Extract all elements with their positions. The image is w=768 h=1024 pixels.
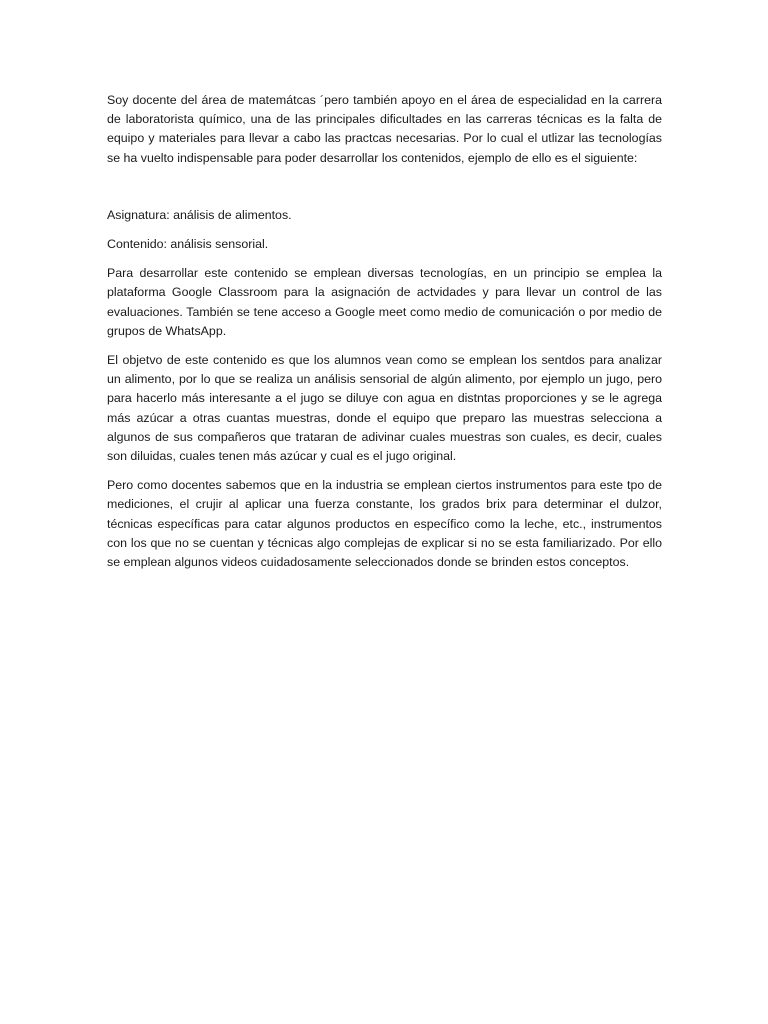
instruments-paragraph: Pero como docentes sabemos que en la industria se emplean ciertos instrumentos para este tpo de mediciones, el crujir al aplicar una fuerza constante, los grados brix para determinar el dulzor, técnicas específicas para catar algunos productos en específico como la leche, etc., instrumentos con los que no se cuentan y técnicas algo complejas de explicar si no se esta familiarizado. Por ello se emplean algunos videos cuidadosamente seleccionados donde se brinden estos conceptos.: [107, 478, 662, 570]
objective-paragraph: El objetvo de este contenido es que los alumnos vean como se emplean los sentdos para analizar un alimento, por lo que se realiza un análisis sensorial de algún alimento, por ejemplo un jugo, pero para hacerlo más interesante a el jugo se diluye con agua en distntas proporciones y se le agrega más azúcar a otras cuantas muestras, donde el equipo que preparo las muestras selecciona a algunos de sus compañeros que trataran de adivinar cuales muestras son cuales, es decir, cuales son diluidas, cuales tenen más azúcar y cual es el jugo original.: [107, 353, 662, 464]
subject-line: Asignatura: análisis de alimentos.: [107, 207, 292, 222]
intro-paragraph: Soy docente del área de matemátcas ´pero también apoyo en el área de especialidad en la carrera de laboratorista químico, una de las principales dificultades en las carreras técnicas es la falta de equipo y materiales para llevar a cabo las practcas necesarias. Por lo cual el utlizar las tecnologías se ha vuelto indispensable para poder desarrollar los contenidos, ejemplo de ello es el siguiente:: [107, 93, 662, 165]
content-line: Contenido: análisis sensorial.: [107, 237, 269, 252]
technologies-paragraph: Para desarrollar este contenido se emplean diversas tecnologías, en un principio se emplea la plataforma Google Classroom para la asignación de actvidades y para llevar un control de las evaluaciones. También se tene acceso a Google meet como medio de comunicación o por medio de grupos de WhatsApp.: [107, 266, 662, 338]
